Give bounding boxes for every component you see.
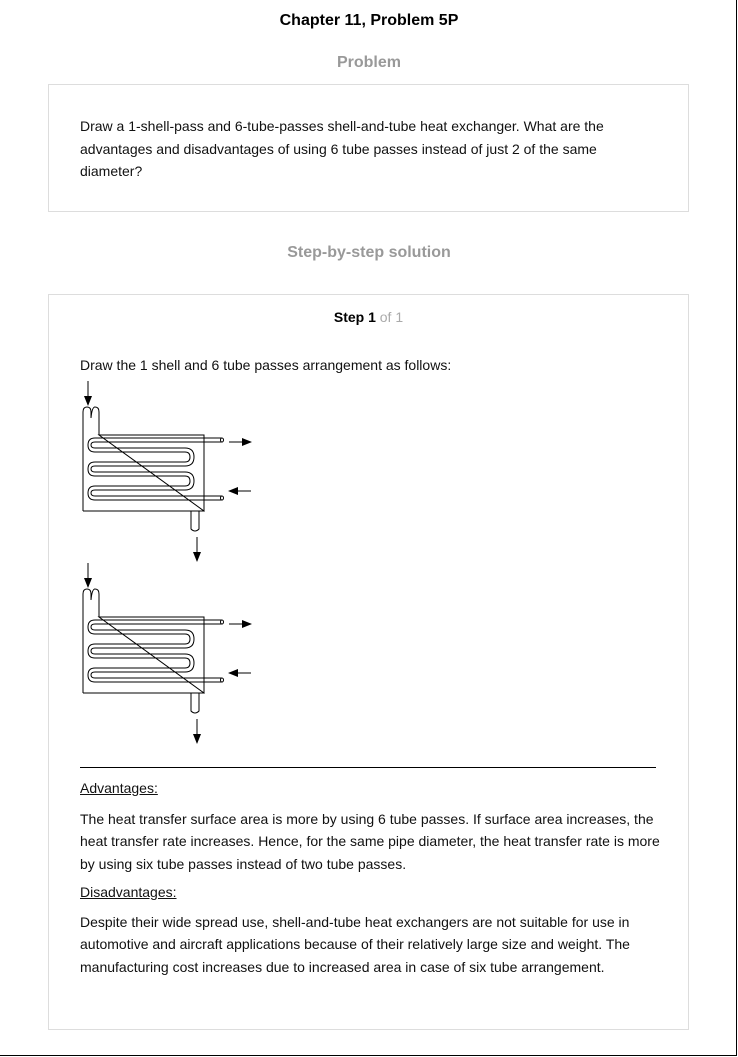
solution-intro: Draw the 1 shell and 6 tube passes arrangement as follows:	[80, 357, 452, 373]
step-of: of 1	[379, 309, 404, 325]
solution-heading: Step-by-step solution	[287, 244, 451, 261]
heat-exchanger-diagram	[77, 381, 307, 747]
problem-card	[48, 84, 689, 212]
problem-heading: Problem	[336, 54, 401, 71]
advantages-text: The heat transfer surface area is more by using 6 tube passes. If surface area increases, the heat transfer rate increases. Hence, for the same pipe diameter, the heat transfer rate is more by using six tube passes instead of two tube passes.	[80, 811, 660, 872]
problem-text: Draw a 1-shell-pass and 6-tube-passes shell-and-tube heat exchanger. What are the advantages and disadvantages of using 6 tube passes instead of just 2 of the same diameter?	[80, 118, 604, 179]
solution-card	[48, 294, 689, 1030]
exchanger-drawing-1	[83, 381, 251, 561]
step-header	[49, 309, 688, 325]
advantages-heading: Advantages:	[80, 780, 158, 796]
disadvantages-heading: Disadvantages:	[80, 884, 177, 900]
section-divider	[80, 767, 656, 768]
exchanger-drawing-2	[83, 563, 251, 743]
chapter-title: Chapter 11, Problem 5P	[279, 12, 459, 29]
disadvantages-text: Despite their wide spread use, shell-and-tube heat exchangers are not suitable for use in automotive and aircraft applications because of their relatively large size and weight. The manufacturing cost increases due to increased area in case of six tube arrangement.	[80, 914, 630, 975]
step-label: Step 1	[333, 309, 376, 325]
